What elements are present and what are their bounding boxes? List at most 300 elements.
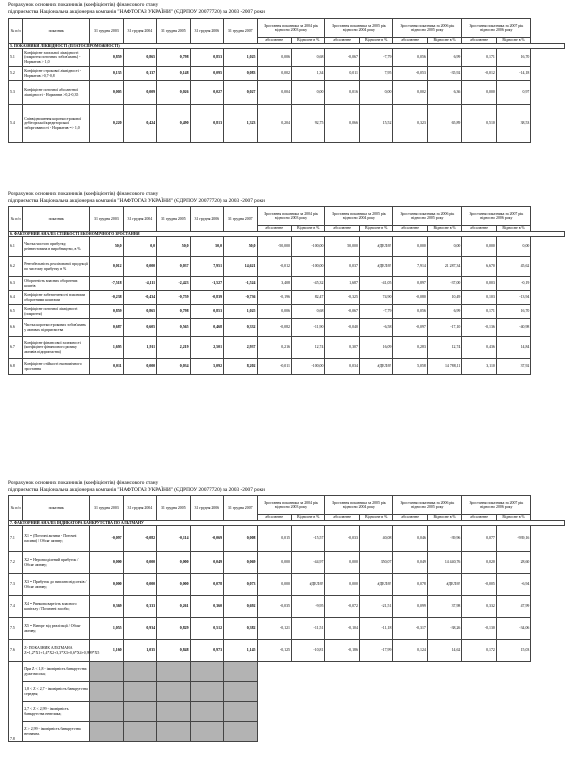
caption-2a: Розрахунок основних показників (коефіцієнтів) фінансового стану <box>8 191 159 197</box>
row-value-growth: -6,58 <box>359 319 392 337</box>
row-value-year: 0,859 <box>90 305 123 319</box>
header-no: № п/п <box>9 19 23 44</box>
gray-cell <box>90 682 123 702</box>
row-value-growth: 0,00 <box>496 237 530 257</box>
row-value-growth: 0,000 <box>393 237 427 257</box>
row-value-year: 0,0 <box>123 237 156 257</box>
header-indicator: показник <box>23 496 90 521</box>
row-value-growth: 12,74 <box>291 337 324 359</box>
row-value-year: 0,137 <box>123 67 156 81</box>
row-value-year: -0,114 <box>157 526 190 552</box>
row-value-year: -0,736 <box>224 291 257 305</box>
row-value-year: 7,951 <box>190 257 223 277</box>
row-indicator-name: X3 = Прибуток до виплати відсотків / Обсяг активу; <box>23 574 90 596</box>
row-value-growth: -0,097 <box>393 319 427 337</box>
row-indicator-name: Оборотність власних оборотних коштів <box>23 277 90 291</box>
row-value-growth: 0,307 <box>325 337 359 359</box>
row-value-growth: 82,47 <box>291 291 324 305</box>
gray-cell <box>224 722 257 742</box>
row-value-growth: #ДЕЛ/0! <box>427 574 461 596</box>
row-number: 5.4 <box>9 105 23 143</box>
row-value-year: 50,0 <box>90 237 123 257</box>
row-value-growth: -0,033 <box>325 526 359 552</box>
table-row <box>9 526 565 552</box>
gray-cell <box>190 682 223 702</box>
row-value-growth: -0,012 <box>462 67 496 81</box>
section-title: 7. ФАКТОРНИЙ АНАЛІЗ ІНДИКАТОРА БАНКРУТСТВА ПО АЛЬТМАНУ <box>9 520 565 526</box>
row-value-growth: 0,171 <box>462 49 496 67</box>
row-value-growth: 0,000 <box>257 552 291 574</box>
row-indicator-name: Коефіцієнт фінансової залежності (коефіцієнт фінансового ризику активів підприємства) <box>23 337 90 359</box>
row-indicator-name: Коефіцієнт поточної ліквідності (покриття) <box>23 305 90 319</box>
row-value-growth: -0,067 <box>325 49 359 67</box>
row-value-year: 0,424 <box>123 105 156 143</box>
row-value-growth: -100,00 <box>291 359 324 375</box>
row-value-year: 0,692 <box>224 596 257 618</box>
row-number: 6.4 <box>9 291 23 305</box>
header-relative: Відносне в % <box>496 515 530 521</box>
row-indicator-name: Частка короткострокових зобов'язань у активах підприємства <box>23 319 90 337</box>
row-value-year: 1,160 <box>90 640 123 662</box>
row-value-growth: -38,26 <box>427 618 461 640</box>
row-indicator-name: X5 = Виторг від реалізації / Обсяг активу; <box>23 618 90 640</box>
row-value-growth: -10,81 <box>291 640 324 662</box>
header-growth: Зростання показника за 2007 рік відносно 2006 року <box>462 496 531 515</box>
header-date: 31 грудня 2005 <box>157 496 190 521</box>
row-value-growth: 15,52 <box>359 105 392 143</box>
row-value-growth: 16,09 <box>359 337 392 359</box>
gray-cell <box>224 682 257 702</box>
row-value-growth: 6,99 <box>427 305 461 319</box>
row-value-growth: 6,36 <box>427 81 461 105</box>
row-value-year: -0,238 <box>90 291 123 305</box>
header-absolute: абсолютне <box>325 515 359 521</box>
header-relative: Відносне в % <box>427 38 461 44</box>
header-relative: Відносне в % <box>359 38 392 44</box>
row-value-growth: 0,00 <box>359 81 392 105</box>
row-value-year: 0,934 <box>123 618 156 640</box>
row-value-growth: -0,012 <box>257 257 291 277</box>
header-absolute: абсолютне <box>393 38 427 44</box>
row-value-year: 0,000 <box>157 552 190 574</box>
row-value-year: 1,911 <box>123 337 156 359</box>
row-value-growth: 0,004 <box>257 81 291 105</box>
row-value-growth: 0,066 <box>325 105 359 143</box>
row-indicator-name: X1 = (Поточні активи - Поточні пасиви) / Обсяг активу; <box>23 526 90 552</box>
row-value-year: 0,049 <box>190 552 223 574</box>
row-number: 7.4 <box>9 596 23 618</box>
header-date: 31 грудня 2007 <box>224 496 257 521</box>
row-value-year: 0,853 <box>190 49 223 67</box>
row-value-growth: -0,317 <box>393 618 427 640</box>
row-value-year: -2,423 <box>157 277 190 291</box>
row-value-year: 50,0 <box>157 237 190 257</box>
gray-cell <box>157 662 190 682</box>
row-value-growth: #ДЕЛ/0! <box>359 359 392 375</box>
caption-3a: Розрахунок основних показників (коефіцієнтів) фінансового стану <box>8 480 159 486</box>
caption-1a: Розрахунок основних показників (коефіцієнтів) фінансового стану <box>8 2 159 8</box>
row-value-year: 0,490 <box>157 105 190 143</box>
table-row <box>9 81 565 105</box>
row-value-growth: 0,000 <box>325 552 359 574</box>
row-value-growth: 0,099 <box>393 596 427 618</box>
table-row <box>9 640 565 662</box>
row-value-growth: #ДЕЛ/0! <box>359 257 392 277</box>
row-value-growth: 0,103 <box>462 291 496 305</box>
header-relative: Відносне в % <box>291 38 324 44</box>
row-value-growth: 0,172 <box>462 640 496 662</box>
row-value-growth: -0,121 <box>257 618 291 640</box>
row-value-growth: 16,70 <box>496 49 530 67</box>
row-indicator-name: Z- ПОКАЗНИК АЛЬТМАНА Z=1,2*X1+1,4*X2+3,3*X3+0,6*X4+0,999*X5 <box>23 640 90 662</box>
row-value-growth: 37,92 <box>496 359 530 375</box>
gray-cell <box>190 662 223 682</box>
row-value-growth: 50,000 <box>325 237 359 257</box>
row-value-growth: -14,18 <box>496 67 530 81</box>
row-value-year: 0,565 <box>157 319 190 337</box>
table-row <box>9 574 565 596</box>
row-value-year: 0,073 <box>224 574 257 596</box>
row-value-growth: 45,62 <box>496 257 530 277</box>
row-value-growth: -0,080 <box>393 291 427 305</box>
row-value-growth: 0,97 <box>496 81 530 105</box>
row-indicator-name: Коефіцієнт загальної ліквідності (покриття поточних зобов'язань) - Норматив > 1,0 <box>23 49 90 67</box>
row-value-growth: -7,79 <box>359 305 392 319</box>
row-value-growth: -0,035 <box>257 596 291 618</box>
row-number: 6.8 <box>9 359 23 375</box>
row-number: 6.2 <box>9 257 23 277</box>
row-value-year: 0,008 <box>224 526 257 552</box>
row-number: 5.1 <box>9 49 23 67</box>
row-value-year: -0,097 <box>90 526 123 552</box>
header-date: 31 грудня 2006 <box>190 19 223 44</box>
altman-note: 2,7 < Z < 2,99 - імовірність банкрутства невелика; <box>23 702 90 722</box>
row-value-year: 0,468 <box>190 319 223 337</box>
header-indicator: показник <box>23 19 90 44</box>
row-value-year: 0,333 <box>123 596 156 618</box>
row-value-growth: 0,000 <box>462 81 496 105</box>
header-relative: Відносне в % <box>496 226 530 232</box>
row-value-growth: 0,049 <box>393 552 427 574</box>
row-value-growth: 0,078 <box>393 574 427 596</box>
row-indicator-name: X2 = Нерозподілений прибуток / Обсяг активу; <box>23 552 90 574</box>
row-value-growth: 1,34 <box>291 67 324 81</box>
header-relative: Відносне в % <box>427 515 461 521</box>
row-value-year: 0,369 <box>90 596 123 618</box>
row-value-growth: 21 287,34 <box>427 257 461 277</box>
table-row <box>9 305 565 319</box>
section-title: 5. ПОКАЗНИКИ ЛІКВІДНОСТІ (ПЛАТОСПРОМОЖНОСТІ) <box>9 43 565 49</box>
table-growth-stability <box>8 206 565 375</box>
gray-cell <box>157 722 190 742</box>
row-value-year: 0,813 <box>190 105 223 143</box>
row-value-growth: -0,040 <box>325 319 359 337</box>
header-date: 31 грудня 2006 <box>190 496 223 521</box>
row-value-growth: -39,96 <box>427 526 461 552</box>
row-value-growth: 0,000 <box>257 574 291 596</box>
row-value-year: 0,027 <box>224 81 257 105</box>
row-value-year: 0,848 <box>157 640 190 662</box>
row-value-growth: -0,136 <box>462 319 496 337</box>
row-number: 7.5 <box>9 618 23 640</box>
row-value-growth: 0,056 <box>393 305 427 319</box>
row-value-year: 8,202 <box>224 359 257 375</box>
row-value-growth: 0,00 <box>291 81 324 105</box>
row-value-growth: 0,897 <box>393 277 427 291</box>
row-value-year: 0,000 <box>90 552 123 574</box>
row-value-growth: 350,07 <box>359 552 392 574</box>
header-absolute: абсолютне <box>462 226 496 232</box>
header-date: 31 грудня 2004 <box>123 207 156 232</box>
row-value-year: 0,078 <box>190 574 223 596</box>
header-relative: Відносне в % <box>291 515 324 521</box>
row-value-growth: #ДЕЛ/0! <box>291 574 324 596</box>
header-growth: Зростання показника за 2006 рік відносно 2005 року <box>393 496 462 515</box>
row-value-year: 1,025 <box>224 305 257 319</box>
row-value-growth: -9,95 <box>291 596 324 618</box>
row-value-growth: -0,196 <box>257 291 291 305</box>
table-row <box>9 257 565 277</box>
row-indicator-name: Коефіцієнт строкової ліквідності - Норматив >0,7-0,8 <box>23 67 90 81</box>
row-value-year: 1,035 <box>123 640 156 662</box>
row-value-growth: -11,51 <box>291 618 324 640</box>
row-value-year: 0,605 <box>123 319 156 337</box>
row-number: 7.6 <box>9 640 23 662</box>
row-value-growth: 0,002 <box>257 67 291 81</box>
row-number: 7.3 <box>9 574 23 596</box>
row-value-growth: 0,046 <box>393 526 427 552</box>
altman-note: При Z < 1,8 - імовірність банкрутства дуже висока; <box>23 662 90 682</box>
header-growth: Зростання показника за 2007 рік відносно 2006 року <box>462 207 531 226</box>
row-number: 6.6 <box>9 319 23 337</box>
header-date: 31 грудня 2007 <box>224 207 257 232</box>
row-value-year: 0,069 <box>224 552 257 574</box>
row-value-growth: 3,408 <box>257 277 291 291</box>
gray-cell <box>123 722 156 742</box>
row-value-year: 0,083 <box>224 67 257 81</box>
row-value-growth: -6,94 <box>496 574 530 596</box>
row-value-year: 50,0 <box>224 237 257 257</box>
altman-note-row <box>9 662 565 682</box>
row-value-growth: 0,68 <box>291 305 324 319</box>
header-relative: Відносне в % <box>496 38 530 44</box>
row-number: 5.2 <box>9 67 23 81</box>
row-value-growth: 15,03 <box>496 640 530 662</box>
row-value-growth: 14 440,76 <box>427 552 461 574</box>
row-value-year: -0,759 <box>157 291 190 305</box>
row-number: 6.1 <box>9 237 23 257</box>
table-row <box>9 105 565 143</box>
row-value-growth: #ДЕЛ/0! <box>359 237 392 257</box>
row-value-year: 0,011 <box>90 359 123 375</box>
row-value-growth: 0,077 <box>462 526 496 552</box>
row-value-year: 0,687 <box>90 319 123 337</box>
gray-cell <box>190 702 223 722</box>
row-value-growth: 0,020 <box>462 552 496 574</box>
row-value-year: 0,012 <box>90 257 123 277</box>
row-value-year: 0,360 <box>190 596 223 618</box>
row-value-year: 2,937 <box>224 337 257 359</box>
row-value-year: 0,026 <box>157 81 190 105</box>
header-growth: Зростання показника за 2006 рік відносно 2005 року <box>393 19 462 38</box>
header-date: 31 грудня 2004 <box>123 496 156 521</box>
row-value-growth: 5,058 <box>393 359 427 375</box>
row-value-growth: -21,51 <box>359 596 392 618</box>
row-value-growth: 0,124 <box>393 640 427 662</box>
gray-cell <box>90 722 123 742</box>
altman-note: 1,8 < Z < 2,7 - імовірність банкрутства середня; <box>23 682 90 702</box>
row-value-year: -0,434 <box>123 291 156 305</box>
header-relative: Відносне в % <box>359 515 392 521</box>
header-absolute: абсолютне <box>325 226 359 232</box>
row-value-growth: 0,034 <box>325 359 359 375</box>
header-absolute: абсолютне <box>257 226 291 232</box>
row-number: 7.2 <box>9 552 23 574</box>
row-value-growth: -17,10 <box>427 319 461 337</box>
row-value-growth: -0,130 <box>462 618 496 640</box>
row-value-growth: -44,97 <box>291 552 324 574</box>
gray-cell <box>123 702 156 722</box>
header-growth: Зростання показника за 2005 рік відносно 2004 року <box>325 207 393 226</box>
caption-3b: підприємства Національна акціонерна компанія "НАФТОГАЗ УКРАЇНИ" (ЄДРПОУ 20077720) за 2003 -2007 роки <box>8 487 265 493</box>
row-number: 6.7 <box>9 337 23 359</box>
row-value-year: 0,009 <box>123 81 156 105</box>
table-row <box>9 237 565 257</box>
header-absolute: абсолютне <box>393 226 427 232</box>
row-value-growth: 0,006 <box>257 49 291 67</box>
row-value-year: 0,000 <box>123 359 156 375</box>
row-value-growth: 0,037 <box>325 257 359 277</box>
header-growth: Зростання показника за 2004 рік відносно 2003 року <box>257 19 325 38</box>
row-value-year: -4,111 <box>123 277 156 291</box>
row-value-growth: -100,00 <box>291 237 324 257</box>
row-value-growth: 7,914 <box>393 257 427 277</box>
row-value-year: 0,095 <box>190 67 223 81</box>
row-value-growth: -0,125 <box>257 640 291 662</box>
row-value-growth: -939,16 <box>496 526 530 552</box>
row-value-year: 0,000 <box>157 574 190 596</box>
row-value-growth: 14 788,11 <box>427 359 461 375</box>
table-row <box>9 618 565 640</box>
row-value-growth: 37,98 <box>427 596 461 618</box>
row-value-growth: 0,171 <box>462 305 496 319</box>
row-value-growth: 92,75 <box>291 105 324 143</box>
row-value-year: -0,839 <box>190 291 223 305</box>
row-value-growth: 3,110 <box>462 359 496 375</box>
row-value-year: 14,621 <box>224 257 257 277</box>
row-value-growth: 0,283 <box>393 337 427 359</box>
row-value-growth: 0,016 <box>325 81 359 105</box>
table-row <box>9 319 565 337</box>
gray-cell <box>224 702 257 722</box>
row-value-growth: 14,84 <box>496 337 530 359</box>
header-growth: Зростання показника за 2006 рік відносно 2005 року <box>393 207 462 226</box>
row-value-year: 0,220 <box>90 105 123 143</box>
table-row <box>9 337 565 359</box>
row-value-year: 0,135 <box>90 67 123 81</box>
row-value-growth: 0,436 <box>462 337 496 359</box>
row-value-year: 1,055 <box>90 618 123 640</box>
row-value-growth: 0,056 <box>393 49 427 67</box>
row-value-growth: 0,510 <box>462 105 496 143</box>
row-value-growth: 14,62 <box>427 640 461 662</box>
row-value-year: 0,865 <box>123 305 156 319</box>
row-value-growth: 47,99 <box>496 596 530 618</box>
row-value-year: 0,512 <box>190 618 223 640</box>
row-value-year: 0,829 <box>157 618 190 640</box>
row-value-growth: 0,68 <box>291 49 324 67</box>
row-value-growth: 0,003 <box>462 277 496 291</box>
header-no: № п/п <box>9 496 23 521</box>
row-number: 7.1 <box>9 526 23 552</box>
row-value-growth: -11,90 <box>291 319 324 337</box>
row-value-year: 0,332 <box>224 319 257 337</box>
row-value-growth: 0,015 <box>257 526 291 552</box>
row-value-growth: -0,325 <box>325 291 359 305</box>
row-value-year: 0,382 <box>224 618 257 640</box>
row-value-growth: -0,053 <box>393 67 427 81</box>
row-value-year: 0,000 <box>123 574 156 596</box>
row-indicator-name: Співвідношення короткострокової дебіторської\кредиторської заборгованості - Норматив => 1,0 <box>23 105 90 143</box>
gray-cell <box>123 662 156 682</box>
row-value-year: 0,027 <box>190 81 223 105</box>
row-indicator-name: Рентабельність реалізованої продукції по чистому прибутку в % <box>23 257 90 277</box>
row-value-year: 0,034 <box>157 359 190 375</box>
gray-cell <box>90 662 123 682</box>
row-value-growth: -37,00 <box>427 277 461 291</box>
header-absolute: абсолютне <box>462 38 496 44</box>
header-relative: Відносне в % <box>427 226 461 232</box>
row-value-growth: -0,005 <box>462 574 496 596</box>
gray-cell <box>224 662 257 682</box>
row-value-year: 1,695 <box>90 337 123 359</box>
row-value-growth: -0,186 <box>325 640 359 662</box>
row-value-growth: -0,19 <box>496 277 530 291</box>
row-value-year: -1,524 <box>224 277 257 291</box>
row-value-growth: 0,000 <box>462 237 496 257</box>
row-value-year: 1,145 <box>224 640 257 662</box>
header-date: 31 грудня 2003 <box>90 207 123 232</box>
row-value-year: 0,148 <box>157 67 190 81</box>
caption-2b: підприємства Національна акціонерна компанія "НАФТОГАЗ УКРАЇНИ" (ЄДРПОУ 20077720) за 2003 -2007 роки <box>8 198 265 204</box>
row-value-growth: -100,00 <box>291 257 324 277</box>
row-value-year: 0,853 <box>190 305 223 319</box>
altman-note: Z > 2,99 - імовірність банкрутства незначна. <box>23 722 90 742</box>
row-value-growth: -0,067 <box>325 305 359 319</box>
row-value-year: -1,527 <box>190 277 223 291</box>
row-value-growth: -15,57 <box>291 526 324 552</box>
header-absolute: абсолютне <box>257 38 291 44</box>
header-growth: Зростання показника за 2004 рік відносно 2003 року <box>257 496 325 515</box>
row-value-growth: -0,104 <box>325 618 359 640</box>
row-value-year: 1,323 <box>224 105 257 143</box>
header-no: № п/п <box>9 207 23 232</box>
row-value-year: 0,000 <box>123 552 156 574</box>
empty-area <box>257 662 531 742</box>
row-value-growth: 10,49 <box>427 291 461 305</box>
header-date: 31 грудня 2003 <box>90 496 123 521</box>
row-value-growth: -13,94 <box>496 291 530 305</box>
header-date: 31 грудня 2006 <box>190 207 223 232</box>
row-value-growth: 0,006 <box>257 305 291 319</box>
row-value-year: 0,037 <box>157 257 190 277</box>
row-value-growth: -7,79 <box>359 49 392 67</box>
row-indicator-name: Коефіцієнт забезпеченості власними оборотними коштами <box>23 291 90 305</box>
row-value-growth: -11,18 <box>359 618 392 640</box>
row-value-growth: 0,002 <box>393 81 427 105</box>
row-indicator-name: Частка чистого прибутку, реінвестована в виробництво, в % <box>23 237 90 257</box>
gray-cell <box>190 722 223 742</box>
